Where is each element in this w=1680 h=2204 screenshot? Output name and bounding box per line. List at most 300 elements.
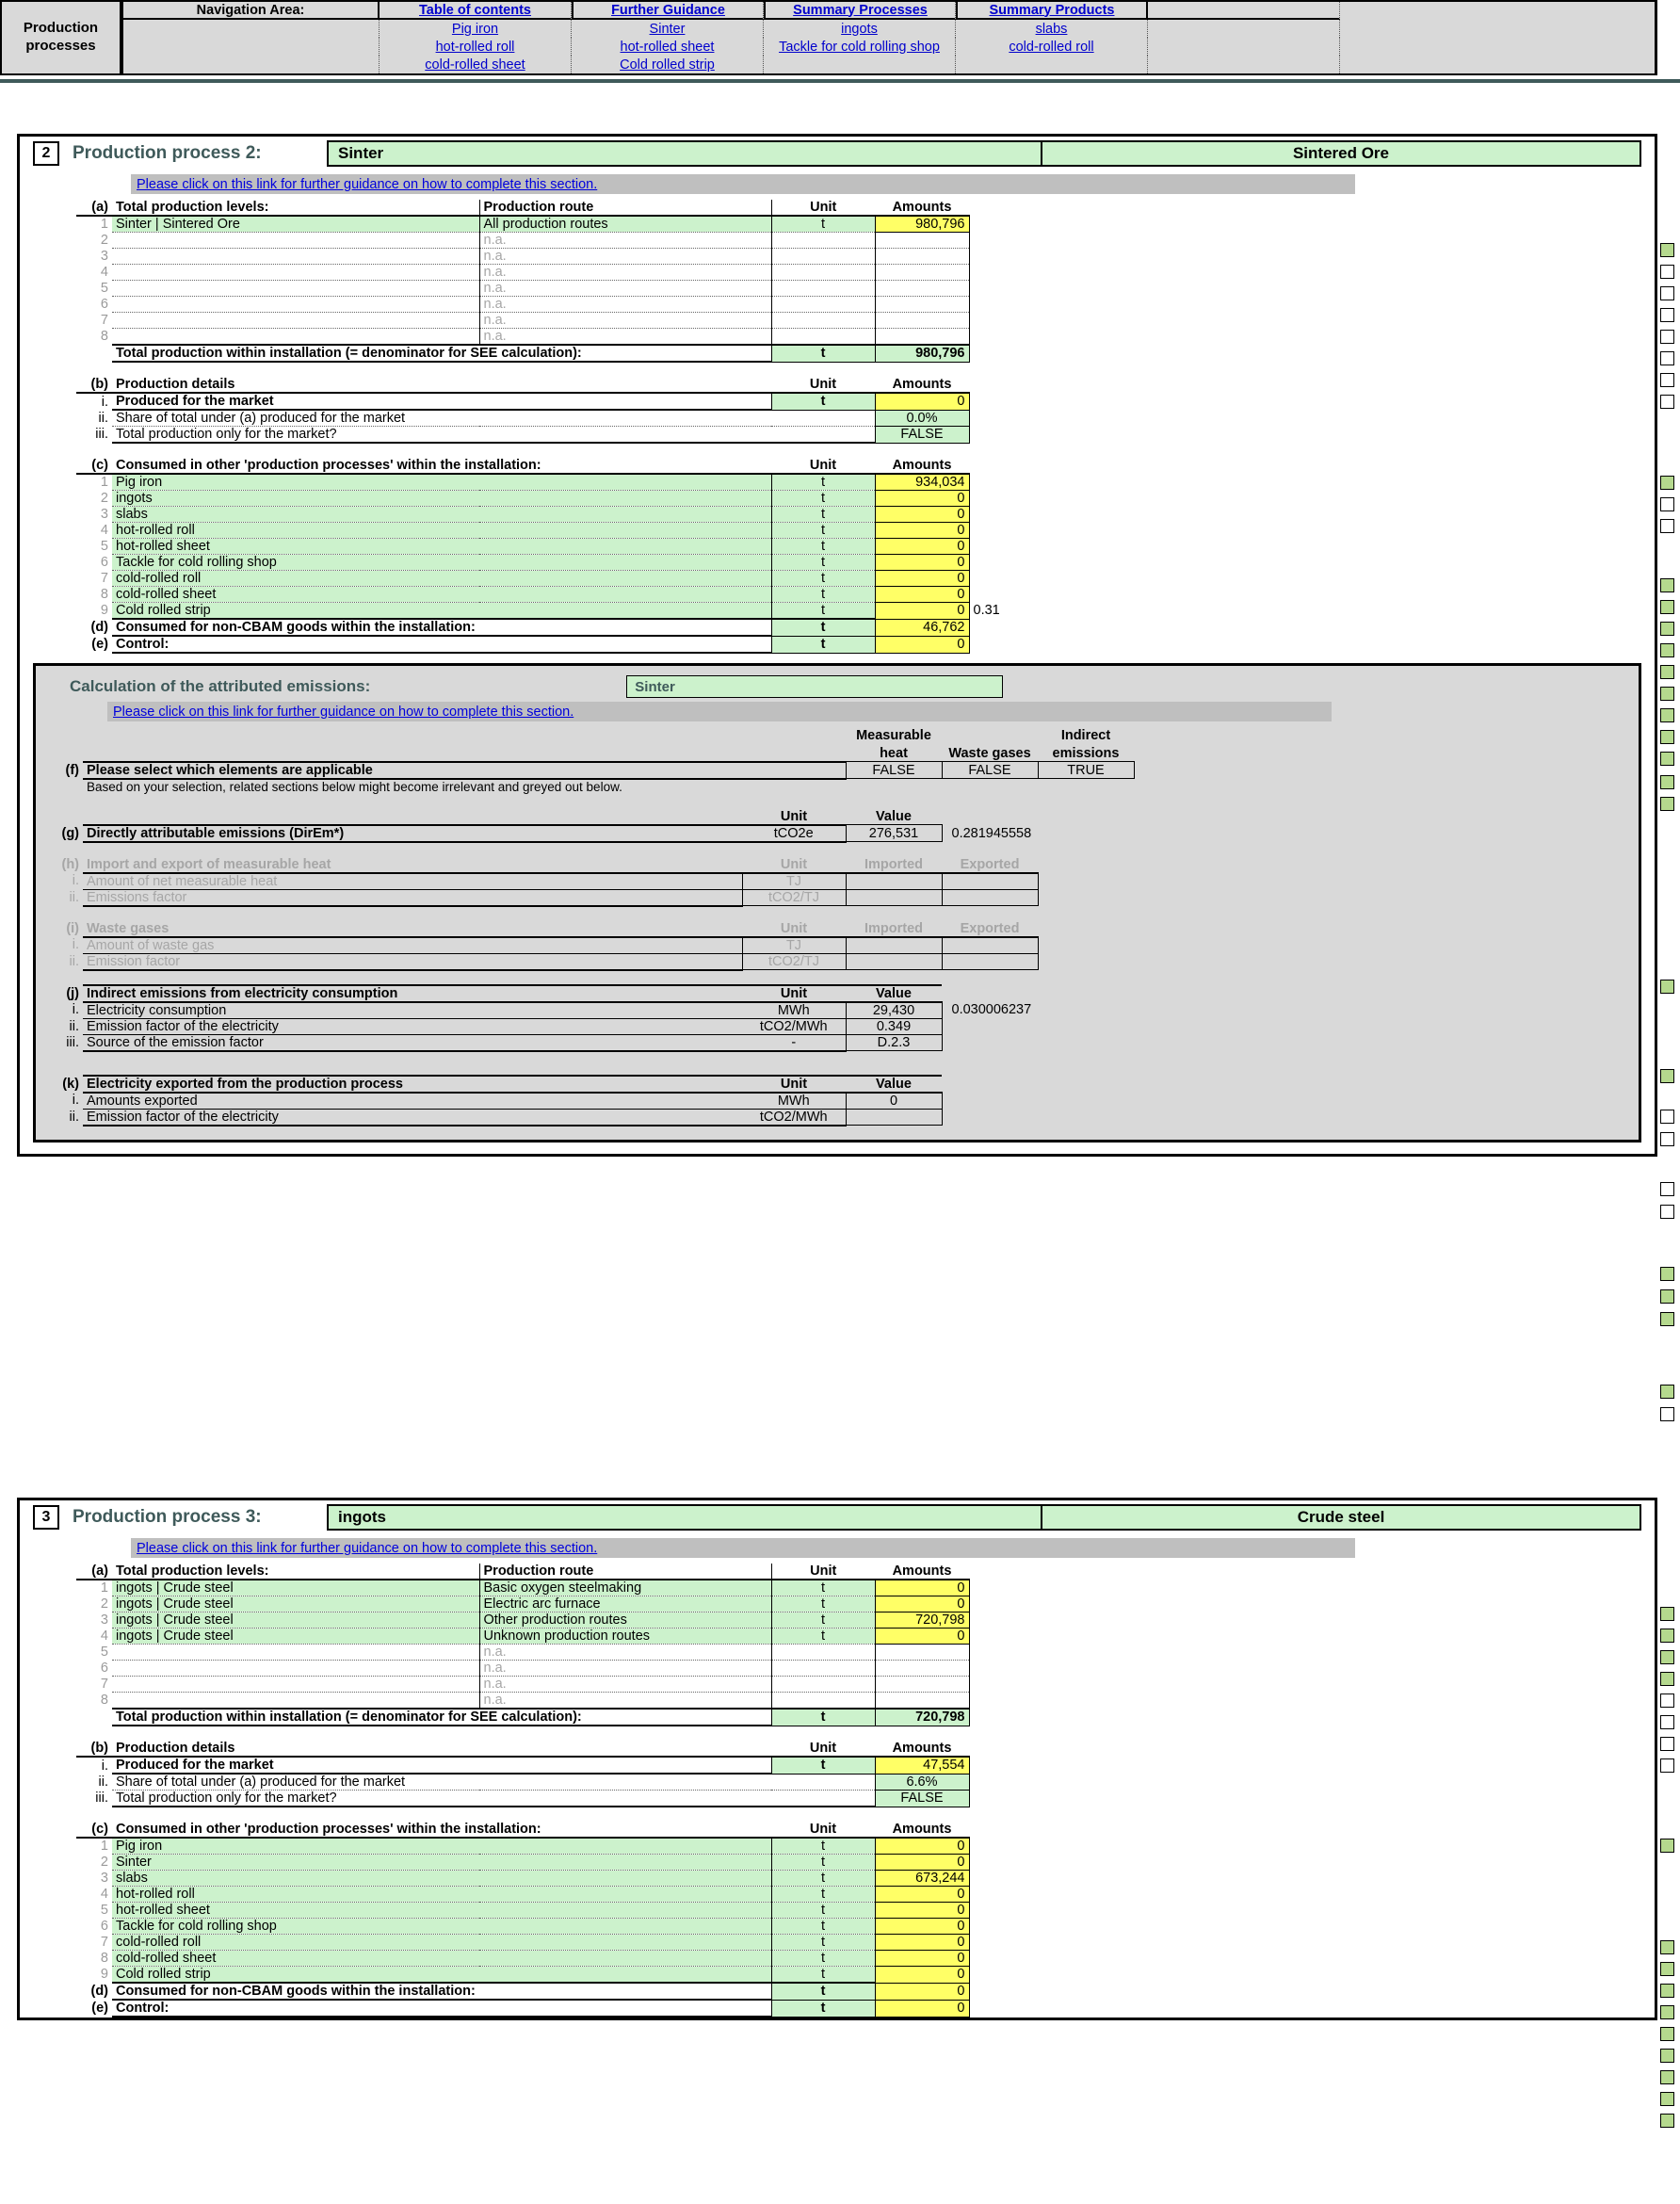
row-extra: [969, 1661, 1129, 1677]
row-marker[interactable]: [1660, 2070, 1674, 2084]
row-amount[interactable]: [875, 233, 969, 249]
row-amount[interactable]: 0: [875, 1967, 969, 1984]
row-marker[interactable]: [1660, 1205, 1674, 1219]
row-value[interactable]: 0.349: [846, 1018, 942, 1034]
nav-link-sinter[interactable]: Sinter: [572, 20, 764, 38]
col-unit: Unit: [771, 1822, 875, 1838]
nav-link-tackle-cold-rolling-shop[interactable]: Tackle for cold rolling shop: [764, 38, 956, 56]
row-unit: t: [771, 393, 875, 410]
row-marker[interactable]: [1660, 1629, 1674, 1643]
row-extra: [969, 1774, 1129, 1791]
row-product-name[interactable]: ingots | Crude steel: [112, 1596, 479, 1612]
row-product-name[interactable]: [112, 297, 479, 313]
table-row: [76, 539, 1129, 555]
row-product-name[interactable]: [112, 1693, 479, 1710]
col-unit: Unit: [771, 1564, 875, 1580]
row-extra: [969, 1677, 1129, 1693]
row-unit: [771, 1693, 875, 1710]
row-marker[interactable]: [1660, 752, 1674, 766]
row-imported[interactable]: [846, 873, 942, 890]
row-unit: t: [771, 587, 875, 603]
row-marker[interactable]: [1660, 351, 1674, 365]
row-marker[interactable]: [1660, 1132, 1674, 1146]
table-row: [76, 393, 1129, 410]
table-row: [76, 1661, 1129, 1677]
row-amount[interactable]: 0: [875, 539, 969, 555]
nav-blank-r3b: [1148, 38, 1340, 56]
row-label: Share of total under (a) produced for the market: [112, 410, 771, 427]
row-marker[interactable]: [1660, 2027, 1674, 2041]
hdr-waste-gases: Waste gases: [948, 746, 1031, 761]
process3-guidance-link[interactable]: [131, 1538, 1355, 1558]
row-numeral: ii.: [69, 953, 79, 969]
process2-number: 2: [33, 141, 59, 166]
row-index: 8: [100, 1951, 108, 1966]
row-amount[interactable]: 0: [875, 1855, 969, 1871]
k-blank: [942, 1109, 1294, 1126]
row-marker[interactable]: [1660, 1940, 1674, 1954]
row-marker[interactable]: [1660, 286, 1674, 300]
row-extra: [969, 1951, 1129, 1967]
row-amount[interactable]: 0: [875, 1838, 969, 1855]
row-extra: [969, 249, 1129, 265]
section-f-note-row: [57, 779, 1294, 794]
spacer: [76, 362, 1129, 377]
f-waste-gases-value[interactable]: FALSE: [942, 762, 1038, 779]
row-marker[interactable]: [1660, 1385, 1674, 1399]
table-row: [57, 873, 1294, 890]
row-amount[interactable]: [875, 1661, 969, 1677]
row-amount[interactable]: 0: [875, 491, 969, 507]
row-unit: t: [771, 1629, 875, 1645]
row-exported[interactable]: [942, 889, 1038, 906]
table-row: [76, 1903, 1129, 1919]
row-label: Total production only for the market?: [112, 1791, 771, 1807]
row-index: 3: [100, 507, 108, 522]
row-extra: [969, 410, 1129, 427]
row-unit: [771, 281, 875, 297]
nav-separator: [0, 79, 1680, 83]
table-row: [76, 329, 1129, 346]
row-amount[interactable]: 0: [875, 603, 969, 620]
row-product-name[interactable]: ingots | Crude steel: [112, 1612, 479, 1629]
row-route[interactable]: Unknown production routes: [479, 1629, 771, 1645]
row-product-name[interactable]: [112, 329, 479, 346]
row-amount[interactable]: 0: [875, 393, 969, 410]
row-extra: [969, 233, 1129, 249]
row-extra: [969, 1983, 1129, 2000]
row-product-name: Cold rolled strip: [112, 603, 771, 620]
guidance-link-text[interactable]: Please click on this link for further guidance on how to complete this section.: [113, 704, 574, 720]
row-marker[interactable]: [1660, 476, 1674, 490]
row-numeral: i.: [101, 1758, 108, 1774]
table-row: [76, 2000, 1129, 2017]
row-marker[interactable]: [1660, 1607, 1674, 1621]
row-unit: tCO2/TJ: [742, 953, 846, 970]
row-marker[interactable]: [1660, 1758, 1674, 1773]
table-row: [76, 1838, 1129, 1855]
nav-title: Navigation Area:: [123, 2, 380, 20]
table-row: [76, 1677, 1129, 1693]
nav-link-slabs[interactable]: slabs: [956, 20, 1148, 38]
row-numeral: i.: [72, 1093, 79, 1109]
j-blank: [942, 985, 1294, 1002]
row-extra: [969, 281, 1129, 297]
process3-title: Production process 3:: [73, 1507, 262, 1527]
row-numeral: ii.: [69, 1109, 79, 1125]
row-exported[interactable]: [942, 953, 1038, 970]
row-extra: [969, 1967, 1129, 1984]
row-unit: t: [771, 2000, 875, 2017]
row-marker[interactable]: [1660, 2092, 1674, 2106]
nav-link-hot-rolled-sheet[interactable]: hot-rolled sheet: [572, 38, 764, 56]
table-row: [76, 1774, 1129, 1791]
calc-headers-unit-value: [57, 809, 1294, 825]
g-value[interactable]: 276,531: [846, 825, 942, 842]
row-imported[interactable]: [846, 889, 942, 906]
row-marker[interactable]: [1660, 1962, 1674, 1976]
total-amount: 720,798: [875, 1709, 969, 1726]
row-route[interactable]: Basic oxygen steelmaking: [479, 1580, 771, 1596]
h-blank: [1038, 873, 1294, 890]
row-marker[interactable]: [1660, 330, 1674, 344]
section-h-title: Import and export of measurable heat: [83, 857, 742, 873]
row-numeral: i.: [72, 1002, 79, 1018]
row-marker[interactable]: [1660, 708, 1674, 722]
calc-title: Calculation of the attributed emissions:: [70, 677, 371, 695]
section-g-row: [57, 825, 1294, 842]
row-product-name[interactable]: ingots | Crude steel: [112, 1629, 479, 1645]
row-marker[interactable]: [1660, 643, 1674, 657]
row-product-name[interactable]: Sinter | Sintered Ore: [112, 216, 479, 233]
row-marker[interactable]: [1660, 600, 1674, 614]
section-a-title: Total production levels:: [112, 1564, 479, 1580]
nav-blank-r4e: [1148, 56, 1340, 73]
nav-link-cold-rolled-roll[interactable]: cold-rolled roll: [956, 38, 1148, 56]
hdr-spacer2: [83, 746, 742, 762]
row-product-name[interactable]: [112, 233, 479, 249]
row-marker[interactable]: [1660, 395, 1674, 409]
nav-link-pig-iron[interactable]: Pig iron: [380, 20, 572, 38]
row-value[interactable]: 29,430: [846, 1002, 942, 1019]
process3-product-field[interactable]: Crude steel: [1042, 1504, 1641, 1531]
table-row: [76, 1887, 1129, 1903]
table-row: [76, 216, 1129, 233]
nav-grid: [123, 0, 1655, 75]
calc-guidance-link[interactable]: [107, 702, 1332, 721]
row-marker[interactable]: [1660, 497, 1674, 511]
row-amount: 0.0%: [875, 410, 969, 427]
row-amount[interactable]: 0: [875, 587, 969, 603]
row-extra: [969, 393, 1129, 410]
row-marker[interactable]: [1660, 1267, 1674, 1281]
nav-header-summary-products[interactable]: Summary Products: [956, 2, 1148, 20]
row-marker[interactable]: [1660, 622, 1674, 636]
row-amount[interactable]: 0: [875, 1983, 969, 2000]
row-extra: [969, 539, 1129, 555]
row-product-name[interactable]: [112, 313, 479, 329]
row-extra: [969, 1791, 1129, 1807]
row-amount[interactable]: 980,796: [875, 216, 969, 233]
row-marker[interactable]: [1660, 2049, 1674, 2063]
calc-col-headers-2: [57, 746, 1294, 762]
process2-title: Production process 2:: [73, 143, 262, 163]
row-marker[interactable]: [1660, 519, 1674, 533]
row-product-name: hot-rolled sheet: [112, 539, 771, 555]
row-unit: t: [771, 1903, 875, 1919]
row-numeral: iii.: [66, 1034, 79, 1050]
row-marker[interactable]: [1660, 1694, 1674, 1708]
row-route: n.a.: [479, 281, 771, 297]
section-f-unit: [742, 762, 846, 779]
row-product-name[interactable]: ingots | Crude steel: [112, 1580, 479, 1596]
row-product-name: Cold rolled strip: [112, 1967, 771, 1984]
row-exported[interactable]: [942, 937, 1038, 954]
row-route[interactable]: All production routes: [479, 216, 771, 233]
row-amount[interactable]: [875, 329, 969, 346]
row-route: n.a.: [479, 297, 771, 313]
row-product-name[interactable]: [112, 265, 479, 281]
row-marker[interactable]: [1660, 1289, 1674, 1304]
row-extra: [969, 1903, 1129, 1919]
row-index: 4: [100, 265, 108, 280]
row-unit: t: [771, 636, 875, 653]
row-marker[interactable]: [1660, 1984, 1674, 1998]
row-value[interactable]: 0: [846, 1093, 942, 1110]
row-amount[interactable]: 0: [875, 1903, 969, 1919]
row-amount[interactable]: 0: [875, 1596, 969, 1612]
row-amount[interactable]: 46,762: [875, 619, 969, 636]
row-product-name[interactable]: [112, 1661, 479, 1677]
section-f-label: (f): [65, 762, 79, 778]
row-marker[interactable]: [1660, 1182, 1674, 1196]
row-label: Source of the emission factor: [83, 1034, 742, 1051]
row-amount[interactable]: 0: [875, 1935, 969, 1951]
col-extra: [969, 458, 1129, 474]
row-product-name: Tackle for cold rolling shop: [112, 555, 771, 571]
row-product-name[interactable]: [112, 281, 479, 297]
col-extra: [969, 1741, 1129, 1757]
row-marker[interactable]: [1660, 775, 1674, 789]
row-amount[interactable]: 934,034: [875, 474, 969, 491]
row-extra: [969, 313, 1129, 329]
total-amount: 980,796: [875, 345, 969, 362]
nav-link-hot-rolled-roll[interactable]: hot-rolled roll: [380, 38, 572, 56]
row-unit: t: [771, 1596, 875, 1612]
nav-link-ingots[interactable]: ingots: [764, 20, 956, 38]
row-unit: [771, 329, 875, 346]
row-marker[interactable]: [1660, 373, 1674, 387]
row-imported[interactable]: [846, 953, 942, 970]
row-amount[interactable]: [875, 249, 969, 265]
col-amounts: Amounts: [875, 1741, 969, 1757]
row-marker[interactable]: [1660, 1839, 1674, 1853]
row-route[interactable]: Other production routes: [479, 1612, 771, 1629]
row-marker[interactable]: [1660, 730, 1674, 744]
section-i-title: Waste gases: [83, 921, 742, 937]
section-b-label: (b): [76, 1741, 112, 1757]
table-row: [76, 1983, 1129, 2000]
row-numeral: ii.: [98, 410, 108, 426]
row-marker[interactable]: [1660, 1715, 1674, 1729]
row-label: Produced for the market: [112, 393, 771, 410]
guidance-link-text[interactable]: Please click on this link for further guidance on how to complete this section.: [137, 1540, 598, 1556]
row-unit: TJ: [742, 873, 846, 890]
row-imported[interactable]: [846, 937, 942, 954]
row-product-name[interactable]: [112, 1677, 479, 1693]
row-amount[interactable]: 0: [875, 1919, 969, 1935]
table-row: [76, 297, 1129, 313]
section-f-note: Based on your selection, related sections below might become irrelevant and greyed out below.: [87, 779, 622, 794]
row-extra: [969, 1645, 1129, 1661]
row-amount[interactable]: 673,244: [875, 1871, 969, 1887]
process2-guidance-link[interactable]: [131, 174, 1355, 194]
process3-header: [20, 1500, 1655, 1534]
row-unit: t: [771, 1855, 875, 1871]
row-marker[interactable]: [1660, 265, 1674, 279]
col-value: Value: [846, 1076, 942, 1093]
row-marker[interactable]: [1660, 1672, 1674, 1686]
row-marker[interactable]: [1660, 980, 1674, 994]
row-index: 8: [100, 587, 108, 602]
section-b-header-row: [76, 1741, 1129, 1757]
f-indirect-value[interactable]: TRUE: [1038, 762, 1134, 779]
row-amount[interactable]: [875, 1677, 969, 1693]
process2-name-field[interactable]: Sinter: [327, 140, 1042, 167]
row-amount[interactable]: 0: [875, 1580, 969, 1596]
row-index: 1: [100, 475, 108, 491]
section-i-label: (i): [66, 921, 79, 936]
col-unit: Unit: [780, 808, 808, 824]
nav-blank-r4d: [956, 56, 1148, 73]
table-row: [57, 1109, 1294, 1126]
hdr-spacer3: [742, 725, 846, 746]
row-unit: tCO2/MWh: [742, 1018, 846, 1034]
row-label: Emissions factor: [83, 889, 742, 906]
row-amount[interactable]: 0: [875, 1951, 969, 1967]
row-marker[interactable]: [1660, 797, 1674, 811]
row-amount[interactable]: 0: [875, 2000, 969, 2017]
row-index: 7: [100, 1677, 108, 1692]
row-product-name[interactable]: [112, 1645, 479, 1661]
row-amount[interactable]: 720,798: [875, 1612, 969, 1629]
nav-header-summary-processes[interactable]: Summary Processes: [764, 2, 956, 20]
row-marker[interactable]: [1660, 2005, 1674, 2019]
row-marker[interactable]: [1660, 687, 1674, 701]
row-exported[interactable]: [942, 873, 1038, 890]
table-row: [76, 555, 1129, 571]
row-extra: [969, 474, 1129, 491]
row-label: Emission factor: [83, 953, 742, 970]
i-blank: [1038, 921, 1294, 937]
row-marker[interactable]: [1660, 1069, 1674, 1083]
j-extra-value: 0.030006237: [951, 1002, 1032, 1018]
nav-link-cold-rolled-sheet[interactable]: cold-rolled sheet: [380, 56, 572, 73]
row-unit: t: [771, 1935, 875, 1951]
row-value[interactable]: [846, 1109, 942, 1126]
nav-header-toc[interactable]: Table of contents: [380, 2, 572, 20]
total-unit: t: [771, 1709, 875, 1726]
row-amount[interactable]: 0: [875, 571, 969, 587]
table-row: [76, 427, 1129, 444]
row-numeral: ii.: [69, 1018, 79, 1034]
row-amount[interactable]: [875, 1693, 969, 1710]
nav-blank-r4c: [764, 56, 956, 73]
row-index: 6: [100, 1661, 108, 1676]
row-amount[interactable]: [875, 1645, 969, 1661]
nav-header-further-guidance[interactable]: Further Guidance: [572, 2, 764, 20]
table-row: [76, 313, 1129, 329]
row-value[interactable]: D.2.3: [846, 1034, 942, 1051]
row-marker[interactable]: [1660, 1650, 1674, 1664]
hdr-spacer: [57, 746, 83, 762]
row-unit: t: [771, 571, 875, 587]
row-marker[interactable]: [1660, 308, 1674, 322]
row-amount[interactable]: 0: [875, 555, 969, 571]
row-amount[interactable]: 0: [875, 636, 969, 653]
row-amount[interactable]: 0: [875, 1629, 969, 1645]
row-unit: MWh: [742, 1093, 846, 1110]
process2-product-field[interactable]: Sintered Ore: [1042, 140, 1641, 167]
row-marker[interactable]: [1660, 243, 1674, 257]
process2-header: [20, 137, 1655, 170]
col-extra: [969, 377, 1129, 393]
row-amount[interactable]: [875, 265, 969, 281]
spacer: [57, 794, 1294, 809]
row-marker[interactable]: [1660, 665, 1674, 679]
row-index: 5: [100, 1645, 108, 1660]
row-amount[interactable]: [875, 313, 969, 329]
row-marker[interactable]: [1660, 1737, 1674, 1751]
row-marker[interactable]: [1660, 578, 1674, 592]
row-label: Amounts exported: [83, 1093, 742, 1110]
row-amount[interactable]: 0: [875, 523, 969, 539]
row-amount[interactable]: 0: [875, 1887, 969, 1903]
guidance-link-text[interactable]: Please click on this link for further guidance on how to complete this section.: [137, 176, 598, 192]
row-marker[interactable]: [1660, 1110, 1674, 1124]
row-unit: t: [771, 1612, 875, 1629]
row-unit: [771, 1774, 875, 1791]
row-extra: [969, 329, 1129, 346]
hdr-blank: [942, 725, 1038, 746]
process3-name-field[interactable]: ingots: [327, 1504, 1042, 1531]
nav-link-cold-rolled-strip[interactable]: Cold rolled strip: [572, 56, 764, 73]
row-route[interactable]: Electric arc furnace: [479, 1596, 771, 1612]
row-marker[interactable]: [1660, 1312, 1674, 1326]
row-product-name: hot-rolled sheet: [112, 1903, 771, 1919]
row-index: 5: [100, 281, 108, 296]
row-unit: t: [771, 474, 875, 491]
row-amount[interactable]: 0: [875, 507, 969, 523]
row-unit: [771, 427, 875, 444]
section-a-title: Total production levels:: [112, 200, 479, 216]
row-amount[interactable]: [875, 281, 969, 297]
row-marker[interactable]: [1660, 2114, 1674, 2128]
spacer: [57, 1051, 1294, 1076]
row-amount[interactable]: 47,554: [875, 1757, 969, 1774]
row-label: Electricity consumption: [83, 1002, 742, 1019]
row-product-name[interactable]: [112, 249, 479, 265]
row-amount[interactable]: [875, 297, 969, 313]
row-index: 1: [100, 217, 108, 233]
section-k-label: (k): [62, 1076, 79, 1092]
nav-header-spare: [1148, 2, 1340, 20]
row-marker[interactable]: [1660, 1407, 1674, 1421]
row-index: 7: [100, 571, 108, 586]
i-blank: [1038, 937, 1294, 954]
table-row: [76, 1871, 1129, 1887]
f-measurable-heat-value[interactable]: FALSE: [846, 762, 942, 779]
